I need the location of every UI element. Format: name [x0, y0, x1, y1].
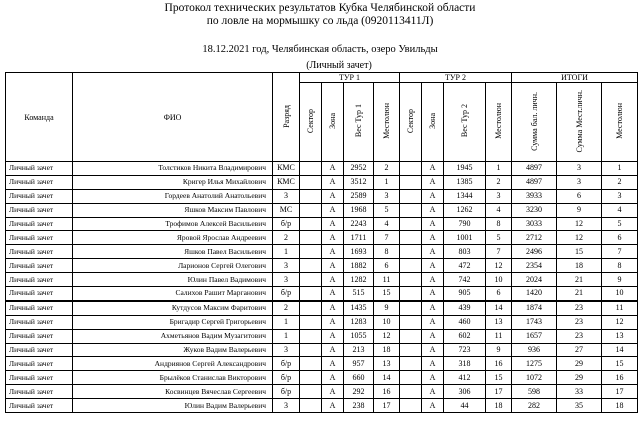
row-sector-1	[300, 259, 322, 273]
row-sector-2	[400, 273, 422, 287]
row-weight-1: 1055	[344, 329, 374, 343]
row-place-1: 10	[374, 315, 400, 329]
col-tour2: ТУР 2	[400, 73, 512, 83]
row-sector-1	[300, 189, 322, 203]
row-fio: Трофимов Алексей Васильевич	[73, 217, 273, 231]
row-place-1: 14	[374, 371, 400, 385]
row-weight-1: 1693	[344, 245, 374, 259]
row-sum-places: 21	[557, 287, 602, 301]
col-team: Команда	[6, 73, 73, 162]
row-zone-1: А	[322, 329, 344, 343]
col-rank: Разряд	[273, 73, 300, 162]
row-fio: Юлин Вадим Валерьевич	[73, 399, 273, 413]
results-table	[5, 72, 638, 413]
row-sector-1	[300, 343, 322, 357]
table-row	[6, 343, 638, 357]
row-fio: Салихов Рашит Марганович	[73, 287, 273, 301]
row-sector-2	[400, 301, 422, 315]
row-sector-2	[400, 259, 422, 273]
row-sum-weight: 2496	[512, 245, 557, 259]
row-place-1: 13	[374, 357, 400, 371]
row-weight-2: 790	[444, 217, 486, 231]
row-team: Личный зачет	[6, 301, 73, 315]
row-zone-1: А	[322, 231, 344, 245]
row-rank: б/р	[273, 217, 300, 231]
row-place-2: 11	[486, 329, 512, 343]
row-zone-2: А	[422, 259, 444, 273]
col-weight-1: Вес Тур 1	[344, 83, 374, 162]
row-place-2: 8	[486, 217, 512, 231]
row-fio: Косвинцев Вячеслав Сергеевич	[73, 385, 273, 399]
row-fio: Гордеев Анатолий Анатольевич	[73, 189, 273, 203]
row-zone-1: А	[322, 301, 344, 315]
row-team: Личный зачет	[6, 315, 73, 329]
row-zone-2: А	[422, 343, 444, 357]
row-weight-2: 472	[444, 259, 486, 273]
row-team: Личный зачет	[6, 175, 73, 189]
row-zone-1: А	[322, 189, 344, 203]
row-sector-1	[300, 162, 322, 176]
col-sector-1: Сектор	[300, 83, 322, 162]
row-sector-1	[300, 371, 322, 385]
row-sum-places: 33	[557, 385, 602, 399]
row-weight-2: 412	[444, 371, 486, 385]
row-team: Личный зачет	[6, 329, 73, 343]
row-fio: Ларионов Сергей Олегович	[73, 259, 273, 273]
row-sector-2	[400, 371, 422, 385]
row-sector-2	[400, 203, 422, 217]
row-sum-places: 29	[557, 357, 602, 371]
table-row	[6, 231, 638, 245]
row-zone-2: А	[422, 273, 444, 287]
row-sector-1	[300, 175, 322, 189]
row-weight-2: 1945	[444, 162, 486, 176]
row-fio: Жуков Вадим Валерьевич	[73, 343, 273, 357]
row-sector-2	[400, 399, 422, 413]
row-rank: КМС	[273, 162, 300, 176]
table-row	[6, 217, 638, 231]
row-final-place: 18	[602, 399, 638, 413]
row-rank: 1	[273, 315, 300, 329]
row-sum-places: 29	[557, 371, 602, 385]
row-sector-2	[400, 329, 422, 343]
row-weight-1: 1968	[344, 203, 374, 217]
row-place-2: 5	[486, 231, 512, 245]
row-weight-1: 3512	[344, 175, 374, 189]
row-place-1: 6	[374, 259, 400, 273]
row-place-1: 9	[374, 301, 400, 315]
row-sector-2	[400, 343, 422, 357]
row-zone-2: А	[422, 217, 444, 231]
row-fio: Толстиков Никита Владимирович	[73, 162, 273, 176]
row-sector-1	[300, 385, 322, 399]
row-zone-1: А	[322, 259, 344, 273]
row-place-1: 12	[374, 329, 400, 343]
row-final-place: 16	[602, 371, 638, 385]
row-final-place: 14	[602, 343, 638, 357]
row-team: Личный зачет	[6, 162, 73, 176]
row-weight-2: 460	[444, 315, 486, 329]
row-zone-1: А	[322, 371, 344, 385]
row-place-1: 18	[374, 343, 400, 357]
row-final-place: 1	[602, 162, 638, 176]
row-sum-places: 3	[557, 162, 602, 176]
row-team: Личный зачет	[6, 371, 73, 385]
row-sum-places: 6	[557, 189, 602, 203]
row-sum-weight: 598	[512, 385, 557, 399]
row-sector-2	[400, 189, 422, 203]
row-sum-weight: 4897	[512, 162, 557, 176]
row-rank: 3	[273, 343, 300, 357]
row-place-2: 14	[486, 301, 512, 315]
row-fio: Андриянов Сергей Александрович	[73, 357, 273, 371]
col-place-2: Местолюн	[486, 83, 512, 162]
row-sum-places: 18	[557, 259, 602, 273]
row-place-2: 9	[486, 343, 512, 357]
row-team: Личный зачет	[6, 259, 73, 273]
row-weight-2: 1344	[444, 189, 486, 203]
row-sum-weight: 2354	[512, 259, 557, 273]
table-row	[6, 385, 638, 399]
row-zone-2: А	[422, 203, 444, 217]
row-place-2: 15	[486, 371, 512, 385]
row-rank: 2	[273, 231, 300, 245]
row-sum-weight: 2024	[512, 273, 557, 287]
table-row	[6, 329, 638, 343]
table-row	[6, 203, 638, 217]
row-zone-2: А	[422, 385, 444, 399]
row-rank: 3	[273, 273, 300, 287]
row-sum-weight: 1743	[512, 315, 557, 329]
row-sector-1	[300, 273, 322, 287]
row-sector-2	[400, 315, 422, 329]
row-zone-2: А	[422, 189, 444, 203]
row-team: Личный зачет	[6, 189, 73, 203]
row-place-2: 12	[486, 259, 512, 273]
row-rank: б/р	[273, 287, 300, 301]
row-place-2: 10	[486, 273, 512, 287]
row-zone-2: А	[422, 399, 444, 413]
row-weight-2: 439	[444, 301, 486, 315]
row-final-place: 10	[602, 287, 638, 301]
row-fio: Ахметьянов Вадим Музагитович	[73, 329, 273, 343]
row-sum-weight: 4897	[512, 175, 557, 189]
row-place-1: 7	[374, 231, 400, 245]
row-fio: Кригер Илья Михайлович	[73, 175, 273, 189]
row-zone-2: А	[422, 287, 444, 301]
row-sector-2	[400, 231, 422, 245]
row-sum-weight: 1072	[512, 371, 557, 385]
row-rank: 3	[273, 259, 300, 273]
row-sum-weight: 1657	[512, 329, 557, 343]
row-zone-2: А	[422, 301, 444, 315]
row-place-1: 17	[374, 399, 400, 413]
row-rank: б/р	[273, 385, 300, 399]
row-place-2: 13	[486, 315, 512, 329]
row-sum-places: 12	[557, 217, 602, 231]
table-row	[6, 175, 638, 189]
row-sector-2	[400, 217, 422, 231]
row-sector-1	[300, 203, 322, 217]
row-sum-places: 23	[557, 315, 602, 329]
row-zone-1: А	[322, 343, 344, 357]
col-final-place: Местолюн	[602, 83, 638, 162]
row-weight-1: 292	[344, 385, 374, 399]
row-weight-1: 2243	[344, 217, 374, 231]
row-team: Личный зачет	[6, 287, 73, 301]
row-weight-1: 660	[344, 371, 374, 385]
row-team: Личный зачет	[6, 357, 73, 371]
row-place-2: 4	[486, 203, 512, 217]
protocol-title-line1: Протокол технических результатов Кубка Челябинской области	[164, 2, 476, 14]
row-final-place: 8	[602, 259, 638, 273]
row-weight-2: 723	[444, 343, 486, 357]
row-weight-1: 1283	[344, 315, 374, 329]
row-zone-2: А	[422, 175, 444, 189]
row-zone-1: А	[322, 217, 344, 231]
row-zone-1: А	[322, 399, 344, 413]
row-sector-1	[300, 329, 322, 343]
row-weight-1: 957	[344, 357, 374, 371]
row-sector-1	[300, 217, 322, 231]
row-zone-2: А	[422, 357, 444, 371]
row-weight-1: 1282	[344, 273, 374, 287]
table-row	[6, 301, 638, 315]
row-weight-2: 1385	[444, 175, 486, 189]
row-rank: б/р	[273, 357, 300, 371]
row-sector-2	[400, 245, 422, 259]
col-tour1: ТУР 1	[300, 73, 400, 83]
row-zone-1: А	[322, 287, 344, 301]
row-place-1: 3	[374, 189, 400, 203]
row-sector-1	[300, 287, 322, 301]
col-zone-1: Зона	[322, 83, 344, 162]
row-sector-2	[400, 385, 422, 399]
table-row	[6, 357, 638, 371]
row-fio: Юлин Павел Вадимович	[73, 273, 273, 287]
row-place-2: 18	[486, 399, 512, 413]
col-totals: ИТОГИ	[512, 73, 638, 83]
row-team: Личный зачет	[6, 231, 73, 245]
row-place-1: 11	[374, 273, 400, 287]
row-weight-2: 1001	[444, 231, 486, 245]
row-place-2: 3	[486, 189, 512, 203]
row-place-1: 16	[374, 385, 400, 399]
row-final-place: 5	[602, 217, 638, 231]
col-weight-2: Вес Тур 2	[444, 83, 486, 162]
row-final-place: 4	[602, 203, 638, 217]
row-team: Личный зачет	[6, 203, 73, 217]
event-info: 18.12.2021 год, Челябинская область, озеро Увильды	[202, 44, 438, 55]
row-place-1: 2	[374, 162, 400, 176]
row-zone-1: А	[322, 385, 344, 399]
row-rank: МС	[273, 203, 300, 217]
row-weight-2: 602	[444, 329, 486, 343]
row-sector-2	[400, 162, 422, 176]
col-sum-weight: Сумма бал. личн.	[512, 83, 557, 162]
col-zone-2: Зона	[422, 83, 444, 162]
row-sum-weight: 3230	[512, 203, 557, 217]
row-final-place: 15	[602, 357, 638, 371]
table-row	[6, 245, 638, 259]
row-zone-2: А	[422, 315, 444, 329]
row-sum-places: 3	[557, 175, 602, 189]
table-row	[6, 287, 638, 301]
row-sector-1	[300, 315, 322, 329]
row-sum-weight: 1874	[512, 301, 557, 315]
row-weight-1: 515	[344, 287, 374, 301]
row-sector-1	[300, 399, 322, 413]
row-weight-2: 1262	[444, 203, 486, 217]
row-final-place: 13	[602, 329, 638, 343]
row-fio: Брылёков Станислав Викторович	[73, 371, 273, 385]
row-zone-2: А	[422, 329, 444, 343]
table-row	[6, 273, 638, 287]
row-place-2: 16	[486, 357, 512, 371]
row-place-1: 8	[374, 245, 400, 259]
col-sum-places: Сумма Мест.личн.	[557, 83, 602, 162]
row-sector-2	[400, 287, 422, 301]
row-final-place: 6	[602, 231, 638, 245]
row-zone-2: А	[422, 231, 444, 245]
scoring-mode: (Личный зачет)	[306, 60, 372, 71]
row-fio: Кутдусов Максим Фаритович	[73, 301, 273, 315]
row-sector-1	[300, 231, 322, 245]
row-weight-2: 742	[444, 273, 486, 287]
row-sum-places: 23	[557, 329, 602, 343]
row-fio: Яшков Павел Васильевич	[73, 245, 273, 259]
row-rank: б/р	[273, 371, 300, 385]
row-sum-weight: 2712	[512, 231, 557, 245]
row-sum-places: 27	[557, 343, 602, 357]
row-weight-1: 2589	[344, 189, 374, 203]
row-zone-1: А	[322, 357, 344, 371]
col-place-1: Местолюн	[374, 83, 400, 162]
row-sector-1	[300, 357, 322, 371]
row-sector-1	[300, 301, 322, 315]
row-team: Личный зачет	[6, 273, 73, 287]
row-place-1: 5	[374, 203, 400, 217]
row-sum-weight: 1420	[512, 287, 557, 301]
row-sum-weight: 3033	[512, 217, 557, 231]
row-place-2: 2	[486, 175, 512, 189]
row-zone-1: А	[322, 203, 344, 217]
row-rank: 1	[273, 329, 300, 343]
protocol-title-line2: по ловле на мормышку со льда (0920113411Л)	[206, 15, 434, 27]
row-final-place: 7	[602, 245, 638, 259]
row-final-place: 12	[602, 315, 638, 329]
col-sector-2: Сектор	[400, 83, 422, 162]
table-row	[6, 371, 638, 385]
row-weight-2: 44	[444, 399, 486, 413]
row-zone-1: А	[322, 245, 344, 259]
row-place-1: 15	[374, 287, 400, 301]
row-team: Личный зачет	[6, 385, 73, 399]
row-weight-2: 905	[444, 287, 486, 301]
row-zone-1: А	[322, 175, 344, 189]
row-weight-2: 803	[444, 245, 486, 259]
row-place-2: 1	[486, 162, 512, 176]
row-fio: Яшков Максим Павлович	[73, 203, 273, 217]
row-final-place: 17	[602, 385, 638, 399]
row-weight-1: 1882	[344, 259, 374, 273]
row-zone-2: А	[422, 162, 444, 176]
table-row	[6, 259, 638, 273]
row-team: Личный зачет	[6, 245, 73, 259]
table-row	[6, 162, 638, 176]
row-sum-places: 23	[557, 301, 602, 315]
row-zone-1: А	[322, 273, 344, 287]
row-sum-places: 9	[557, 203, 602, 217]
row-fio: Яровой Ярослав Андреевич	[73, 231, 273, 245]
row-sum-places: 21	[557, 273, 602, 287]
row-final-place: 9	[602, 273, 638, 287]
table-row	[6, 315, 638, 329]
row-place-1: 1	[374, 175, 400, 189]
row-weight-1: 1435	[344, 301, 374, 315]
row-place-1: 4	[374, 217, 400, 231]
row-final-place: 2	[602, 175, 638, 189]
row-sum-places: 35	[557, 399, 602, 413]
row-place-2: 17	[486, 385, 512, 399]
row-team: Личный зачет	[6, 217, 73, 231]
col-fio: ФИО	[73, 73, 273, 162]
row-sum-places: 12	[557, 231, 602, 245]
row-weight-2: 318	[444, 357, 486, 371]
row-final-place: 11	[602, 301, 638, 315]
row-weight-1: 2952	[344, 162, 374, 176]
row-zone-2: А	[422, 371, 444, 385]
row-fio: Бригадир Сергей Григорьевич	[73, 315, 273, 329]
row-rank: КМС	[273, 175, 300, 189]
row-sum-weight: 936	[512, 343, 557, 357]
row-weight-2: 306	[444, 385, 486, 399]
row-rank: 1	[273, 245, 300, 259]
row-sum-places: 15	[557, 245, 602, 259]
row-sum-weight: 1275	[512, 357, 557, 371]
row-zone-1: А	[322, 162, 344, 176]
row-team: Личный зачет	[6, 343, 73, 357]
row-sector-2	[400, 357, 422, 371]
row-rank: 3	[273, 189, 300, 203]
row-weight-1: 238	[344, 399, 374, 413]
row-zone-2: А	[422, 245, 444, 259]
table-row	[6, 399, 638, 413]
row-sum-weight: 3933	[512, 189, 557, 203]
row-place-2: 7	[486, 245, 512, 259]
row-sector-2	[400, 175, 422, 189]
row-sector-1	[300, 245, 322, 259]
row-place-2: 6	[486, 287, 512, 301]
table-row	[6, 189, 638, 203]
row-zone-1: А	[322, 315, 344, 329]
row-team: Личный зачет	[6, 399, 73, 413]
row-final-place: 3	[602, 189, 638, 203]
row-weight-1: 1711	[344, 231, 374, 245]
row-weight-1: 213	[344, 343, 374, 357]
row-rank: 2	[273, 301, 300, 315]
row-sum-weight: 282	[512, 399, 557, 413]
row-rank: 3	[273, 399, 300, 413]
